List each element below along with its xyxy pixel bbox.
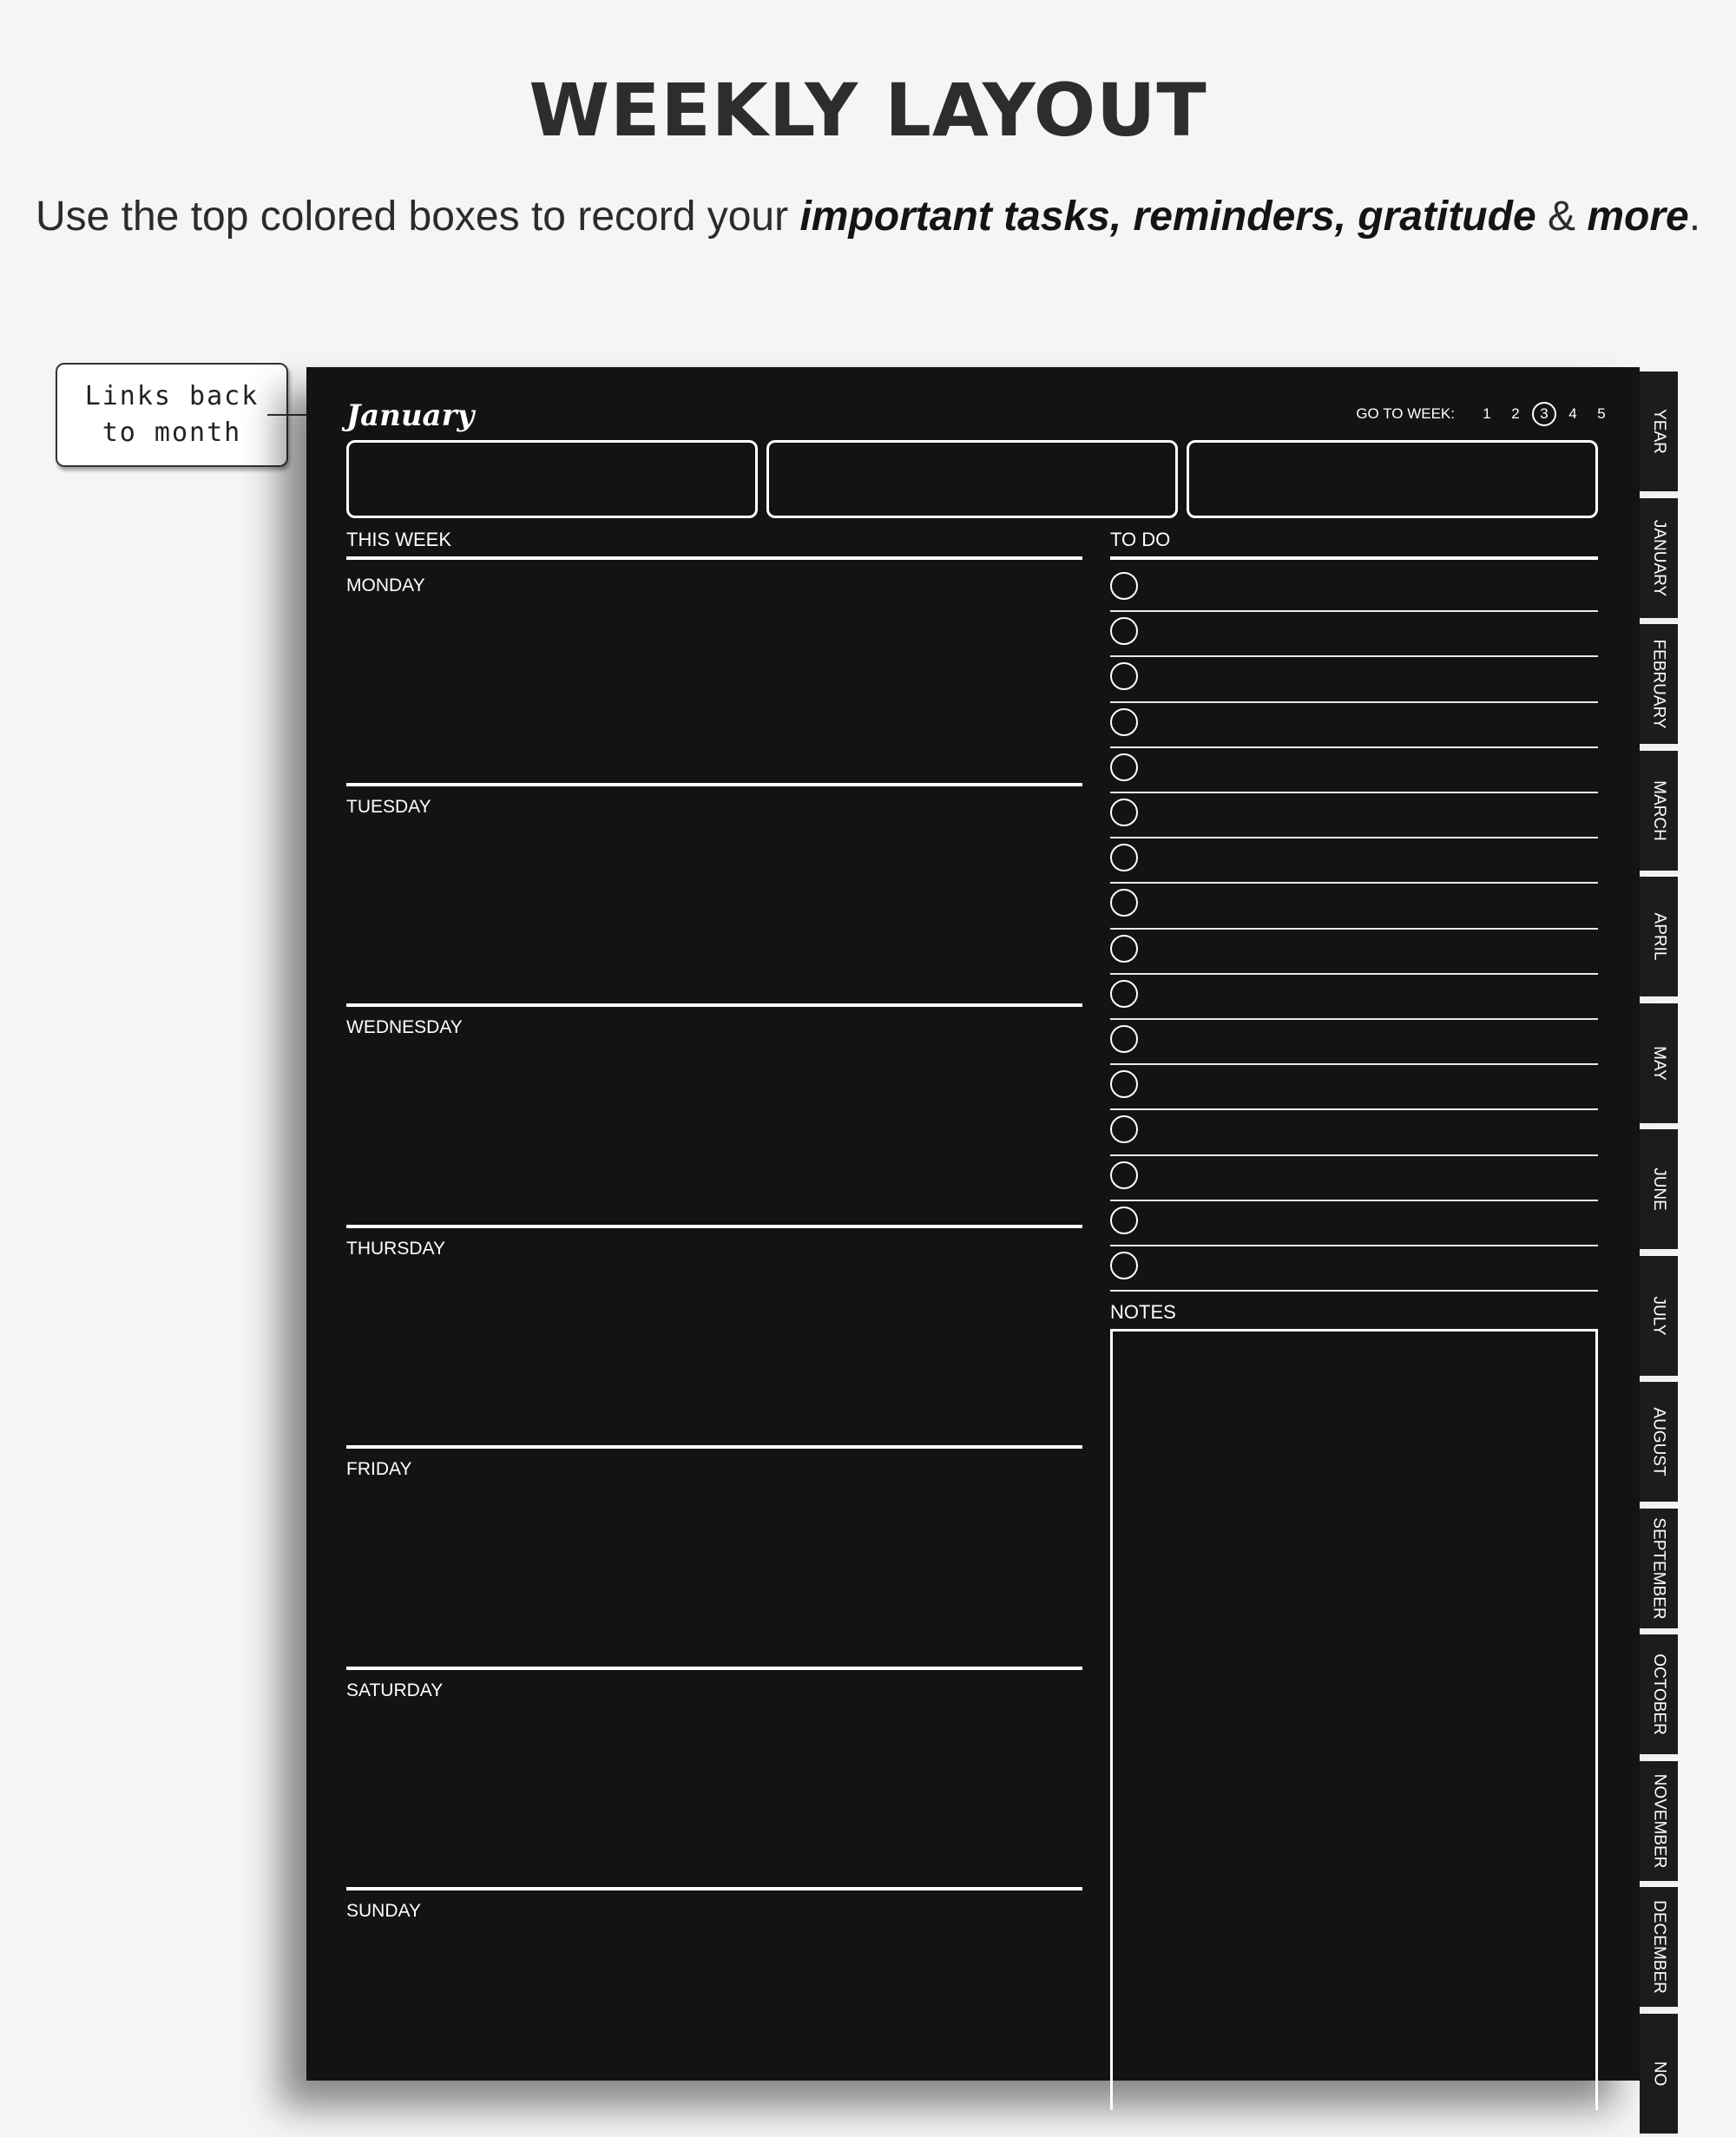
go-to-week-nav bbox=[1356, 402, 1614, 426]
todo-checkbox[interactable] bbox=[1110, 1025, 1138, 1053]
todo-checkbox[interactable] bbox=[1110, 1070, 1138, 1098]
todo-checkbox[interactable] bbox=[1110, 799, 1138, 826]
day-label-sunday: SUNDAY bbox=[346, 1901, 421, 1921]
tab-no[interactable] bbox=[1640, 2014, 1678, 2137]
day-divider bbox=[346, 1445, 1082, 1449]
go-to-week-label: GO TO WEEK: bbox=[1356, 405, 1455, 422]
todo-line bbox=[1110, 1290, 1598, 1292]
tab-label: NOVEMBER bbox=[1650, 1773, 1668, 1868]
subtitle-emphasis: important tasks, reminders, gratitude bbox=[799, 194, 1536, 240]
subtitle-prefix: Use the top colored boxes to record your bbox=[35, 194, 800, 240]
todo-line bbox=[1110, 973, 1598, 975]
todo-checkbox[interactable] bbox=[1110, 935, 1138, 963]
tab-label: SEPTEMBER bbox=[1650, 1516, 1669, 1620]
top-box-3[interactable] bbox=[1187, 440, 1598, 518]
tab-february[interactable] bbox=[1640, 624, 1678, 747]
top-box-2[interactable] bbox=[766, 440, 1178, 518]
notes-box[interactable] bbox=[1110, 1329, 1598, 2110]
todo-line bbox=[1110, 882, 1598, 884]
todo-line bbox=[1110, 655, 1598, 657]
tab-december[interactable] bbox=[1640, 1887, 1678, 2010]
todo-line bbox=[1110, 1200, 1598, 1201]
day-divider bbox=[346, 1225, 1082, 1228]
subtitle-amp: & bbox=[1535, 194, 1588, 240]
tab-label: YEAR bbox=[1650, 409, 1668, 454]
tab-label: OCTOBER bbox=[1650, 1654, 1669, 1735]
tab-label: AUGUST bbox=[1650, 1407, 1668, 1476]
todo-rule bbox=[1110, 556, 1598, 560]
todo-label: TO DO bbox=[1110, 529, 1171, 550]
todo-checkbox[interactable] bbox=[1110, 1207, 1138, 1234]
this-week-label: THIS WEEK bbox=[346, 529, 452, 550]
todo-checkbox[interactable] bbox=[1110, 980, 1138, 1008]
subtitle-more: more bbox=[1587, 194, 1689, 240]
todo-line bbox=[1110, 792, 1598, 793]
day-divider bbox=[346, 1667, 1082, 1670]
tab-label: MAY bbox=[1649, 1045, 1668, 1081]
todo-checkbox[interactable] bbox=[1110, 708, 1138, 736]
todo-checkbox[interactable] bbox=[1110, 662, 1138, 690]
day-divider bbox=[346, 783, 1082, 786]
todo-checkbox[interactable] bbox=[1110, 753, 1138, 781]
todo-checkbox[interactable] bbox=[1110, 617, 1138, 645]
day-label-thursday: THURSDAY bbox=[346, 1238, 445, 1259]
top-box-1[interactable] bbox=[346, 440, 758, 518]
todo-checkbox[interactable] bbox=[1110, 1161, 1138, 1189]
links-back-callout: Links back to month bbox=[56, 363, 288, 467]
tab-label: NO bbox=[1650, 2061, 1668, 2086]
page-title: WEEKLY LAYOUT bbox=[529, 68, 1207, 153]
tab-label: FEBRUARY bbox=[1650, 639, 1668, 729]
todo-line bbox=[1110, 610, 1598, 612]
day-label-wednesday: WEDNESDAY bbox=[346, 1017, 463, 1037]
tab-label: DECEMBER bbox=[1650, 1900, 1668, 1994]
todo-checkbox[interactable] bbox=[1110, 1115, 1138, 1143]
todo-line bbox=[1110, 837, 1598, 838]
todo-line bbox=[1110, 746, 1598, 748]
notes-label: NOTES bbox=[1110, 1301, 1176, 1323]
tab-june[interactable] bbox=[1640, 1129, 1678, 1253]
day-label-saturday: SATURDAY bbox=[346, 1680, 444, 1700]
todo-line bbox=[1110, 1245, 1598, 1246]
todo-checkbox[interactable] bbox=[1110, 1252, 1138, 1279]
todo-line bbox=[1110, 1063, 1598, 1065]
tab-july[interactable] bbox=[1640, 1256, 1678, 1379]
tab-label: JULY bbox=[1650, 1295, 1668, 1336]
todo-line bbox=[1110, 1018, 1598, 1020]
this-week-rule bbox=[346, 556, 1082, 560]
day-label-friday: FRIDAY bbox=[346, 1459, 412, 1479]
tab-year[interactable] bbox=[1640, 372, 1678, 495]
todo-line bbox=[1110, 928, 1598, 930]
tab-august[interactable] bbox=[1640, 1382, 1678, 1505]
todo-checkbox[interactable] bbox=[1110, 844, 1138, 871]
week-link-2[interactable]: 2 bbox=[1511, 405, 1520, 422]
tab-april[interactable] bbox=[1640, 877, 1678, 1000]
day-label-tuesday: TUESDAY bbox=[346, 796, 431, 817]
week-link-4[interactable]: 4 bbox=[1568, 405, 1577, 422]
tab-may[interactable] bbox=[1640, 1003, 1678, 1127]
week-link-5[interactable]: 5 bbox=[1597, 405, 1606, 422]
day-divider bbox=[346, 1003, 1082, 1007]
tab-label: JUNE bbox=[1650, 1167, 1668, 1211]
tab-label: JANUARY bbox=[1650, 519, 1668, 596]
todo-checkbox[interactable] bbox=[1110, 889, 1138, 917]
tab-september[interactable] bbox=[1640, 1509, 1678, 1632]
todo-checkbox[interactable] bbox=[1110, 572, 1138, 600]
planner-page bbox=[306, 367, 1640, 2081]
tab-october[interactable] bbox=[1640, 1634, 1678, 1758]
week-link-1[interactable]: 1 bbox=[1483, 405, 1491, 422]
month-title-link[interactable]: January bbox=[346, 398, 475, 433]
day-label-monday: MONDAY bbox=[346, 575, 425, 595]
tab-label: MARCH bbox=[1650, 779, 1669, 841]
todo-line bbox=[1110, 701, 1598, 703]
page-subtitle bbox=[0, 193, 1736, 240]
tab-november[interactable] bbox=[1640, 1761, 1678, 1884]
week-link-3[interactable]: 3 bbox=[1532, 402, 1556, 426]
todo-line bbox=[1110, 1154, 1598, 1156]
tab-january[interactable] bbox=[1640, 498, 1678, 621]
subtitle-end: . bbox=[1688, 194, 1701, 240]
todo-line bbox=[1110, 1108, 1598, 1110]
tab-label: APRIL bbox=[1650, 912, 1669, 961]
tab-march[interactable] bbox=[1640, 751, 1678, 874]
day-divider bbox=[346, 1887, 1082, 1890]
